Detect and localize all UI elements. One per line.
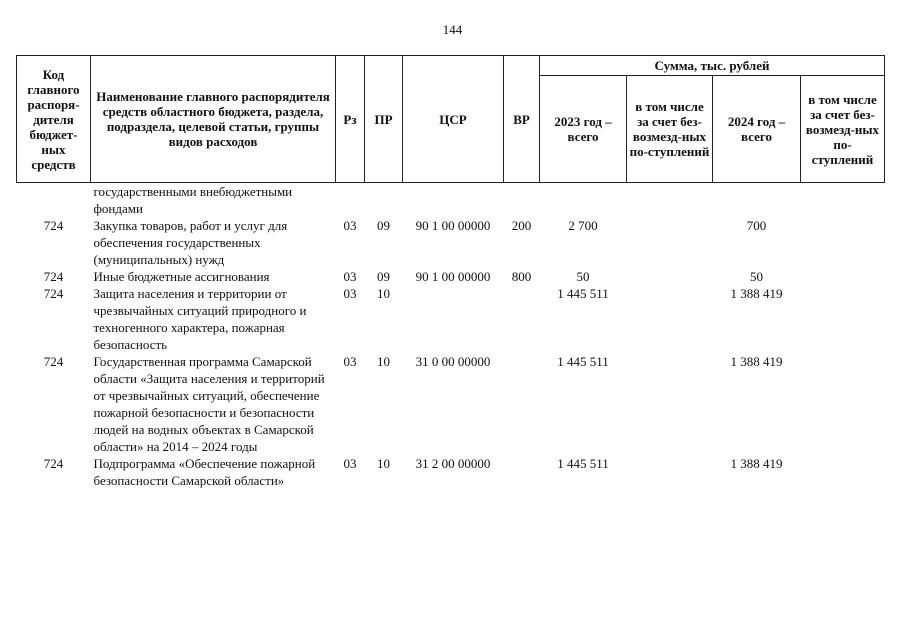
- page-number: 144: [442, 22, 463, 37]
- cell-pr: [365, 183, 403, 218]
- cell-2024: [713, 183, 801, 218]
- cell-vr: 200: [511, 218, 532, 233]
- table-row: [17, 217, 885, 268]
- cell-vr: [504, 353, 540, 455]
- header-2024-total: 2024 год – всего: [713, 76, 801, 183]
- header-code: Код главного распоря-дителя бюджет-ных средств: [17, 56, 91, 183]
- cell-pr: 10: [377, 286, 390, 301]
- cell-csr: 90 1 00 00000: [415, 218, 491, 233]
- cell-2024: 1 388 419: [730, 286, 783, 301]
- cell-rz: 03: [343, 354, 357, 369]
- cell-vr: [504, 285, 540, 353]
- header-vr: ВР: [504, 56, 540, 183]
- cell-2024: 50: [750, 269, 763, 284]
- cell-rz: [336, 183, 365, 218]
- cell-name: государственными внебюджетными фондами: [93, 184, 293, 216]
- cell-rz: 03: [343, 456, 357, 471]
- cell-name: Государственная программа Самарской области «Защита населения и территорий от чрезвычайных ситуаций, обеспечение пожарной безопасности и безопасности людей на водных объектах в Самарской области» на 2014 – 2024 годы: [93, 354, 325, 454]
- cell-vr: [504, 183, 540, 218]
- table-row: [17, 353, 885, 455]
- cell-rz: 03: [343, 286, 357, 301]
- cell-2023: 50: [576, 269, 590, 284]
- table-row: [17, 268, 885, 285]
- header-2024-free: в том числе за счет без-возмезд-ных по-ступлений: [801, 76, 885, 183]
- cell-rz: 03: [343, 269, 357, 284]
- cell-name: Иные бюджетные ассигнования: [93, 269, 270, 284]
- cell-rz: 03: [343, 218, 357, 233]
- cell-code: 724: [43, 456, 64, 471]
- cell-code: [17, 183, 91, 218]
- cell-pr: 09: [377, 218, 390, 233]
- header-sum: Сумма, тыс. рублей: [540, 56, 885, 76]
- cell-code: 724: [43, 354, 64, 369]
- cell-2024: 700: [746, 218, 767, 233]
- header-2023-total: 2023 год – всего: [540, 76, 627, 183]
- table-row: [17, 455, 885, 489]
- header-rz: Рз: [336, 56, 365, 183]
- budget-table: [16, 55, 885, 489]
- cell-2023: [540, 183, 627, 218]
- cell-pr: 10: [377, 354, 390, 369]
- table-row: [17, 183, 885, 218]
- cell-2023: 2 700: [568, 218, 598, 233]
- header-pr: ПР: [365, 56, 403, 183]
- cell-code: 724: [43, 218, 64, 233]
- cell-code: 724: [43, 269, 64, 284]
- cell-2024: 1 388 419: [730, 354, 783, 369]
- cell-csr: 90 1 00 00000: [415, 269, 491, 284]
- table-row: [17, 285, 885, 353]
- header-2023-free: в том числе за счет без-возмезд-ных по-ступлений: [627, 76, 713, 183]
- cell-2024: 1 388 419: [730, 456, 783, 471]
- cell-pr: 09: [377, 269, 390, 284]
- cell-csr: 31 0 00 00000: [415, 354, 491, 369]
- cell-csr: 31 2 00 00000: [415, 456, 491, 471]
- cell-name: Подпрограмма «Обеспечение пожарной безопасности Самарской области»: [93, 456, 316, 488]
- cell-csr: [403, 285, 504, 353]
- cell-vr: [504, 455, 540, 489]
- header-csr: ЦСР: [403, 56, 504, 183]
- cell-name: Защита населения и территории от чрезвычайных ситуаций природного и техногенного характера, пожарная безопасность: [93, 286, 307, 352]
- cell-name: Закупка товаров, работ и услуг для обеспечения государственных (муниципальных) нужд: [93, 218, 288, 267]
- cell-vr: 800: [511, 269, 532, 284]
- cell-csr: [403, 183, 504, 218]
- cell-2023: 1 445 511: [557, 354, 609, 369]
- header-name: Наименование главного распорядителя средств областного бюджета, раздела, подраздела, целевой статьи, группы видов расходов: [91, 56, 336, 183]
- cell-2023: 1 445 511: [557, 286, 609, 301]
- cell-2023: 1 445 511: [557, 456, 609, 471]
- cell-code: 724: [43, 286, 64, 301]
- cell-pr: 10: [377, 456, 390, 471]
